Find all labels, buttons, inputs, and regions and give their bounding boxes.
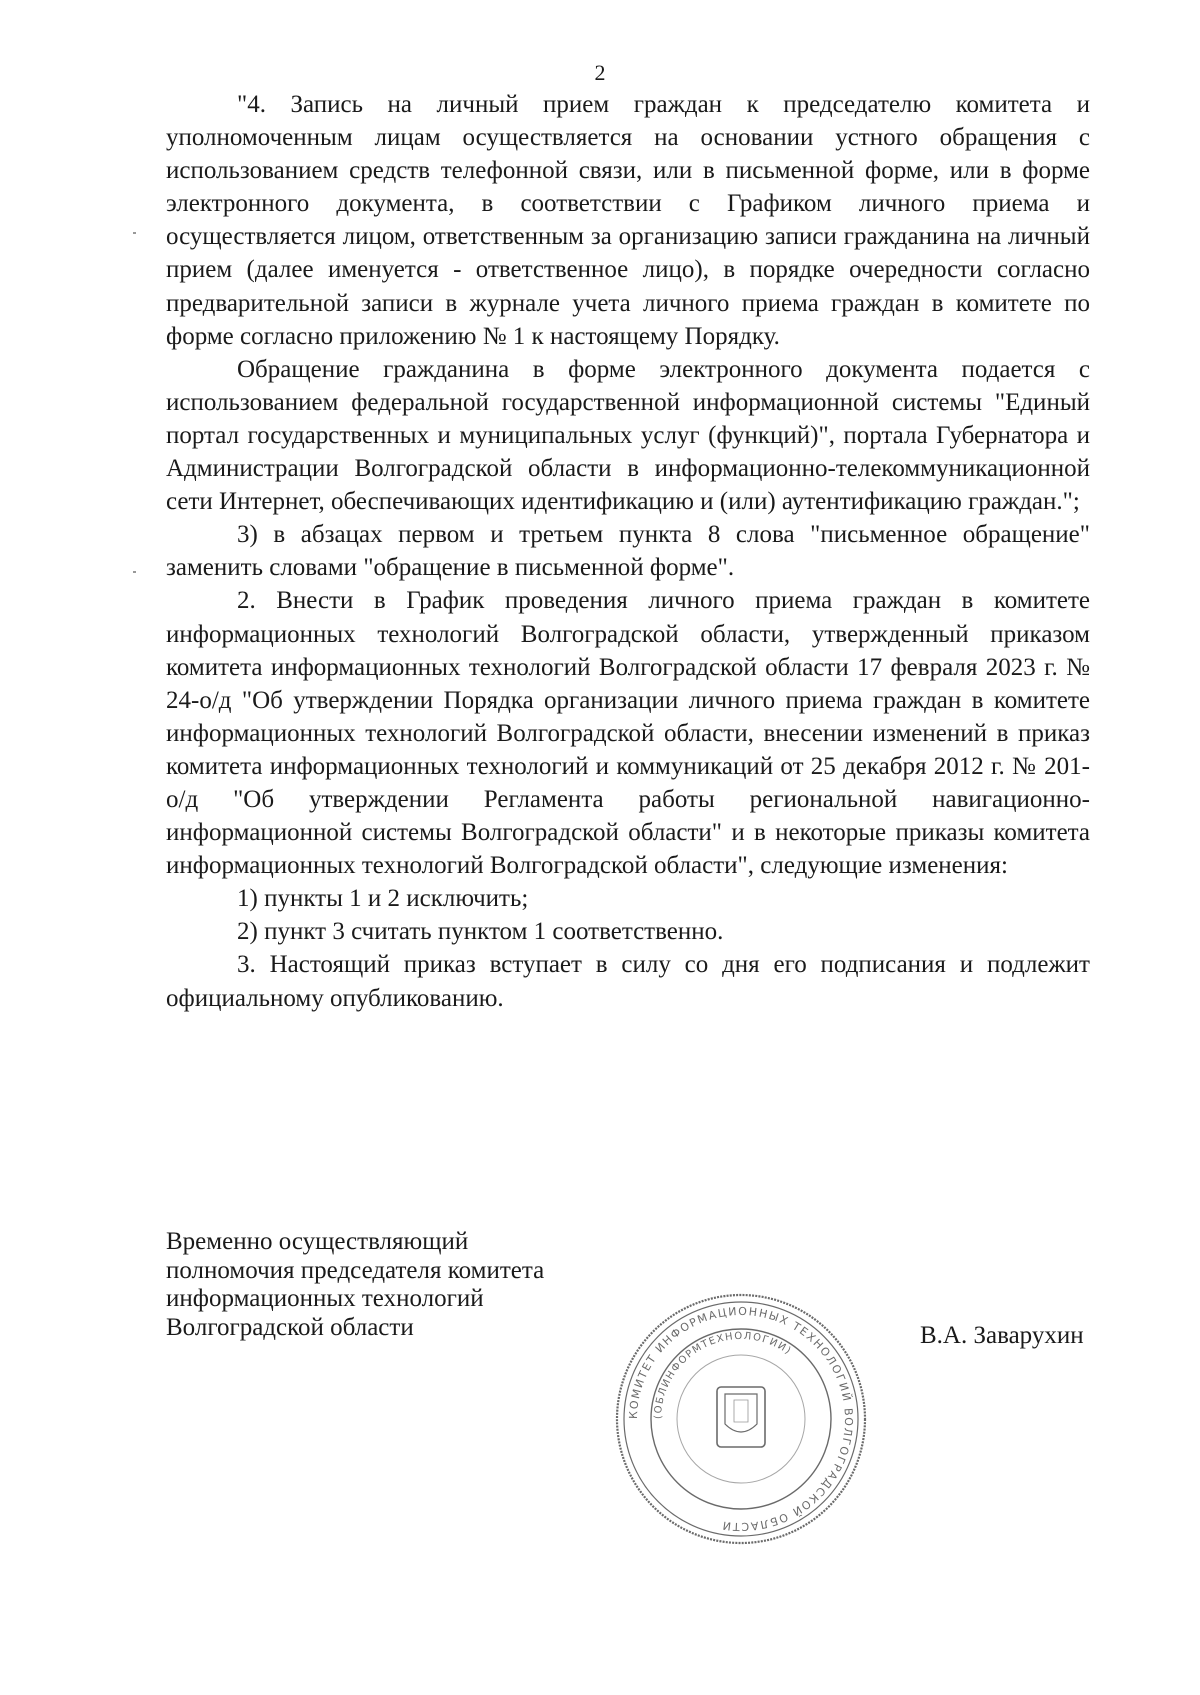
paragraph-item-2: 2. Внести в График проведения личного приема граждан в комитете информационных технологий Волгоградской области, утвержденный приказом комитета информационных технологий Волгоградской области 17 февраля 2023 г. № 24-о/д "Об утверждении Порядка организации личного приема граждан в комитете информационных технологий Волгоградской области, внесении изменений в приказ комитета информационных технологий и коммуникаций от 25 декабря 2012 г. № 201-о/д "Об утверждении Регламента работы региональной навигационно-информационной системы Волгоградской области" и в некоторые приказы комитета информационных технологий Волгоградской области", следующие изменения:	[166, 587, 1090, 880]
seal-outer-text: КОМИТЕТ ИНФОРМАЦИОННЫХ ТЕХНОЛОГИЙ ВОЛГОГРАДСКОЙ ОБЛАСТИ	[626, 1304, 856, 1534]
paragraph-electronic-appeal: Обращение гражданина в форме электронного документа подается с использованием федеральной государственной информационной системы "Единый портал государственных и муниципальных услуг (функций)", портала Губернатора и Администрации Волгоградской области в информационно-телекоммуникационной сети Интернет, обеспечивающих идентификацию и (или) аутентификацию граждан.";	[166, 355, 1090, 516]
paragraph-subitem-3: 3) в абзацах первом и третьем пункта 8 слова "письменное обращение" заменить словами "обращение в письменной форме".	[166, 521, 1090, 582]
scan-artifact	[133, 232, 136, 234]
page-number: 2	[594, 60, 606, 85]
signer-name: В.А. Заварухин	[920, 1322, 1084, 1349]
seal-inner-text: (ОБЛИНФОРМТЕХНОЛОГИИ)	[652, 1330, 794, 1420]
paragraph-item-4-text: "4. Запись на личный прием граждан к председателю комитета и уполномоченным лицам осуществляется на основании устного обращения с использованием средств телефонной связи, или в письменной форме, или в форме электронного документа, в соответствии с Графиком личного приема и осуществляется лицом, ответственным за организацию записи гражданина на личный прием (далее именуется - ответственное лицо), в порядке очередности согласно предварительной записи в журнале учета личного приема граждан в комитете по форме согласно приложению № 1 к настоящему Порядку.	[166, 91, 1090, 350]
coat-of-arms-icon	[717, 1387, 765, 1447]
paragraph-subitem-1: 1) пункты 1 и 2 исключить;	[237, 885, 529, 913]
signature-position-line: Волгоградской области	[166, 1313, 414, 1341]
signature-position-line: полномочия председателя комитета	[166, 1256, 545, 1284]
signature-position-line: информационных технологий	[166, 1285, 484, 1312]
seal-inner-ring	[651, 1329, 831, 1509]
signature-position-line: Временно осуществляющий	[166, 1228, 469, 1255]
signature-position	[166, 1228, 544, 1342]
paragraph-subitem-2: 2) пункт 3 считать пунктом 1 соответственно.	[237, 918, 724, 946]
paragraph-item-3: 3. Настоящий приказ вступает в силу со дня его подписания и подлежит официальному опубликованию.	[166, 951, 1090, 1012]
document-body	[166, 88, 1090, 1015]
official-seal	[614, 1292, 868, 1546]
seal-core-ring	[677, 1355, 805, 1483]
scan-artifact	[133, 571, 136, 573]
